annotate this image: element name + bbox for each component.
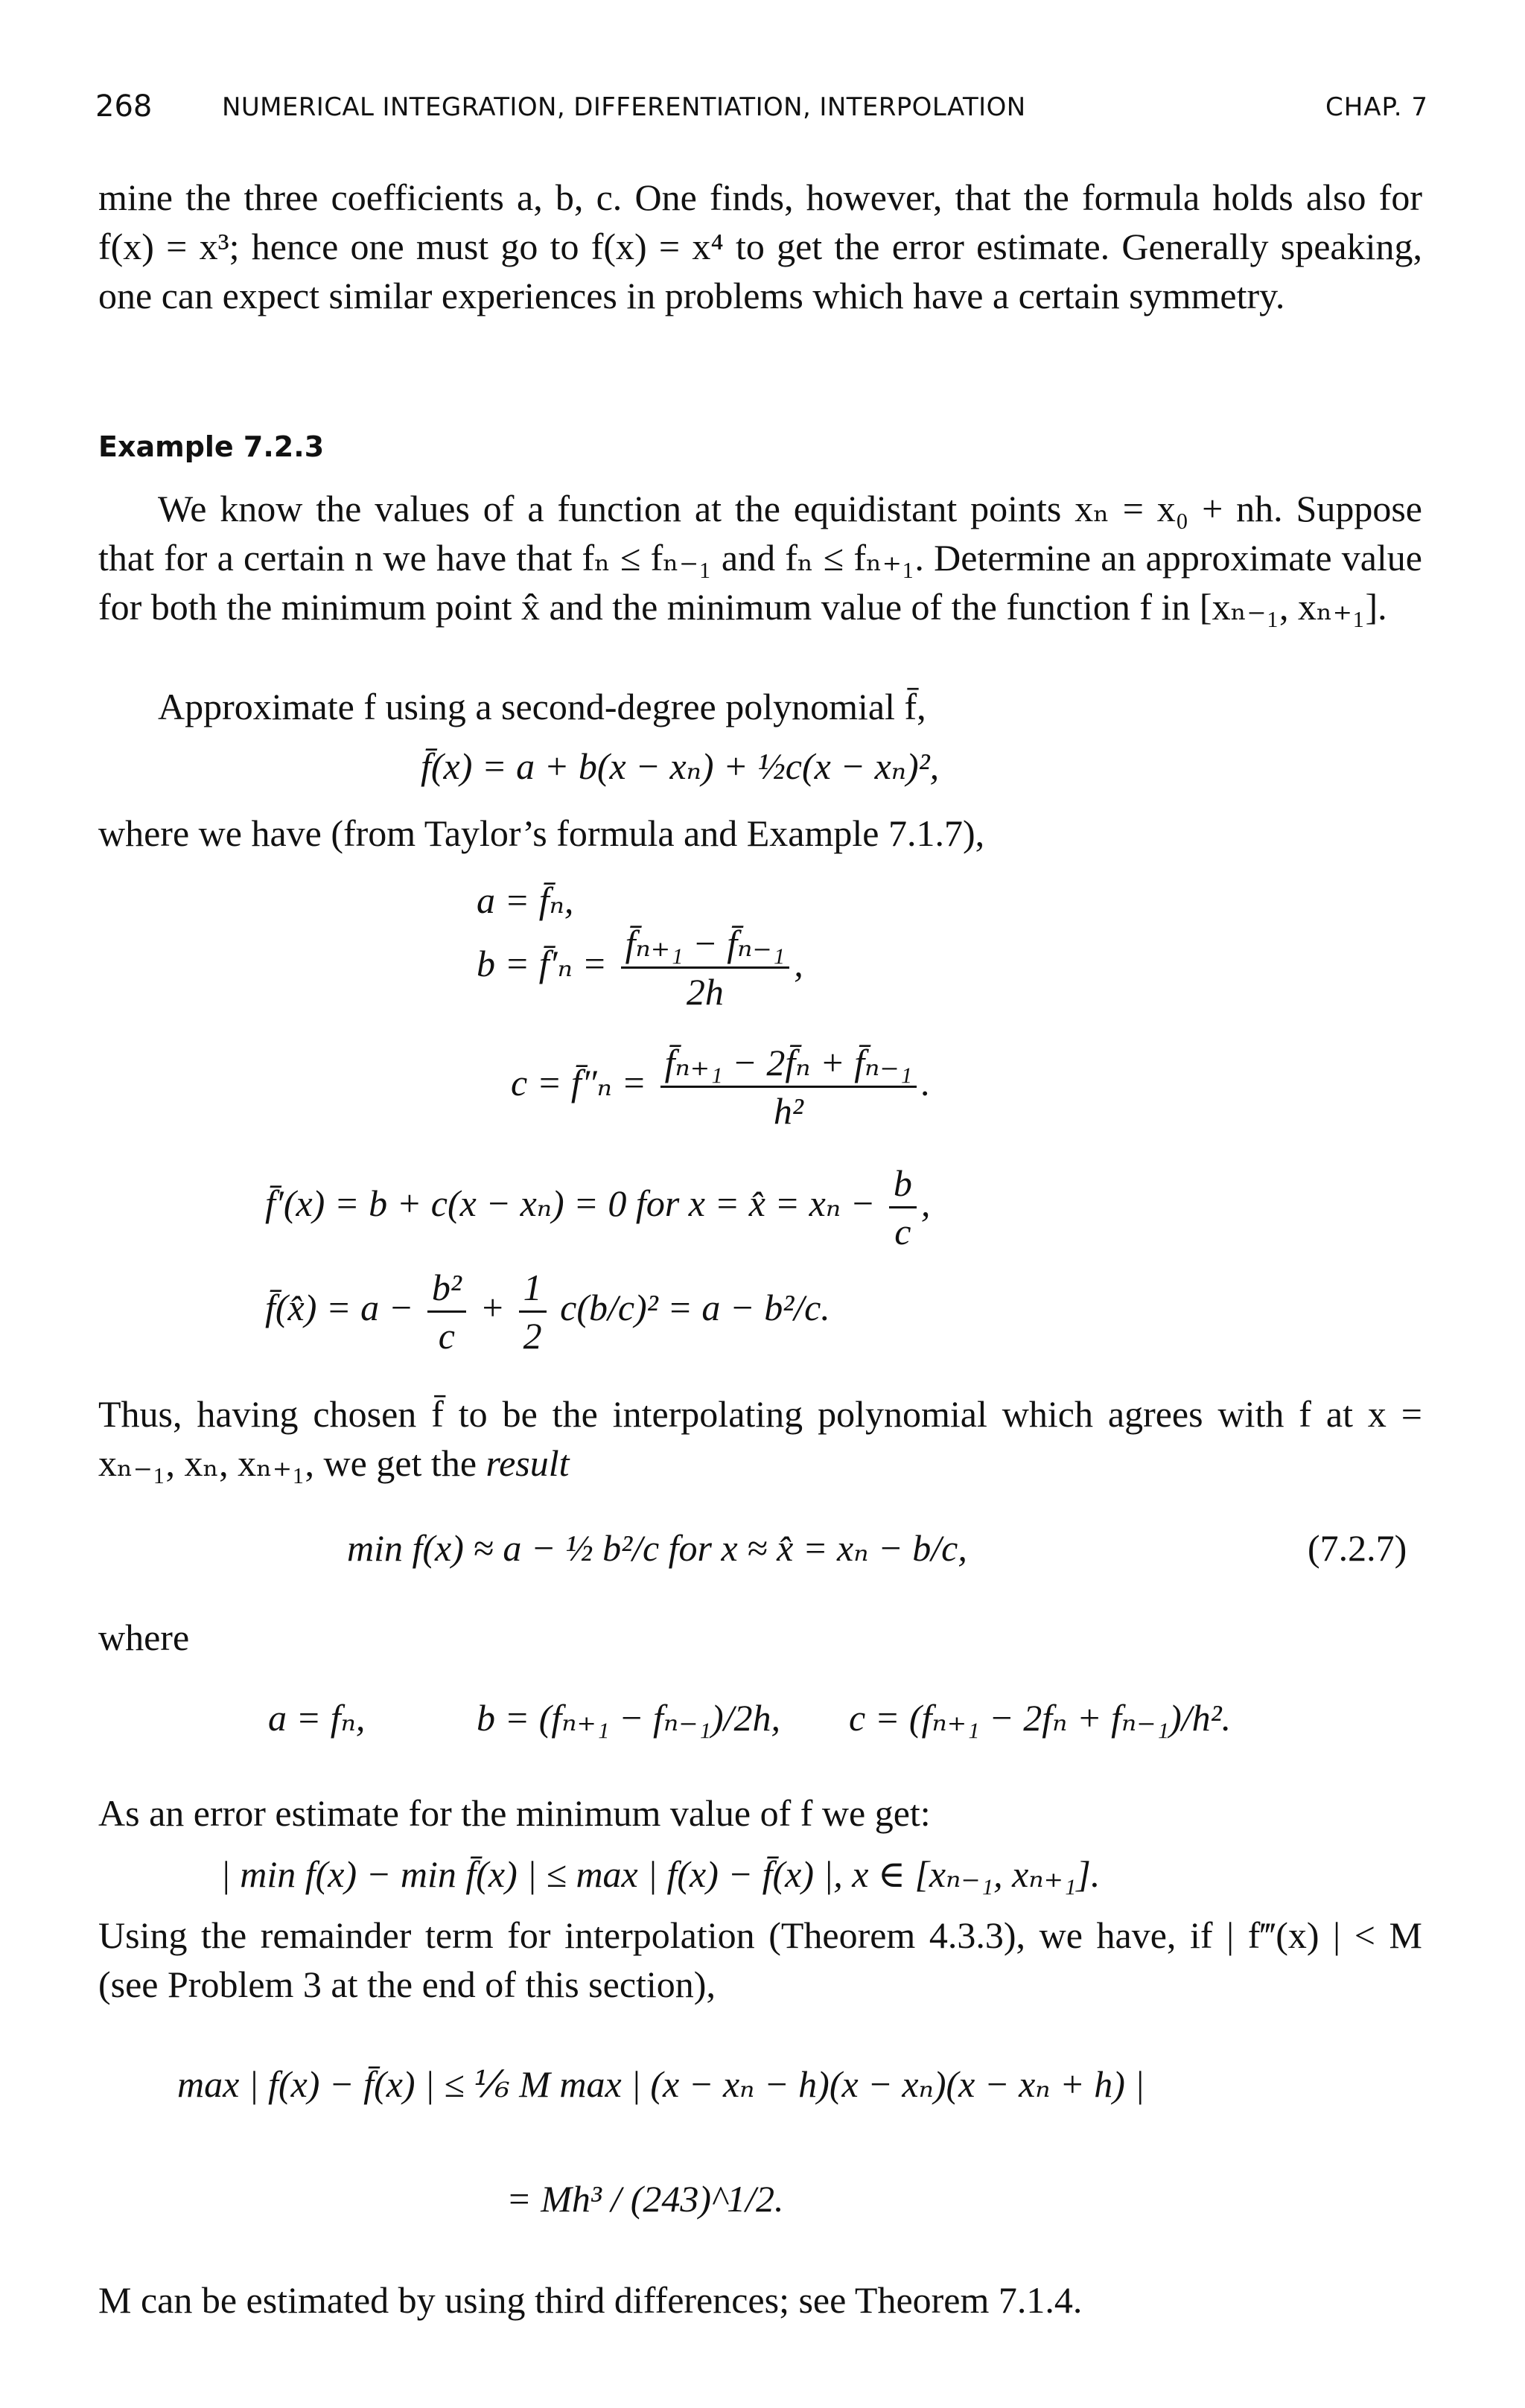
eq-b-denominator: 2h: [686, 971, 724, 1013]
minimum-value-equation: [265, 1266, 830, 1357]
max-bound-equation: max | f(x) − f̄(x) | ≤ ⅙ M max | (x − xₙ − h)(x − xₙ)(x − xₙ + h) |: [177, 2063, 1145, 2105]
eq-min-half: [519, 1266, 547, 1357]
where-taylor-line: where we have (from Taylor’s formula and Example 7.1.7),: [98, 812, 985, 854]
page-number: 268: [95, 89, 153, 124]
coefficient-c-equation: c = f̄″ₙ = $\frac{\text{f̄ₙ₊₁ − 2f̄ₙ + f̄ₙ₋₁}}{\text{h²}}$ .: [511, 1042, 931, 1132]
running-head: [95, 82, 1428, 127]
where-line: where: [98, 1617, 190, 1658]
eq-deriv-fraction: [889, 1162, 917, 1253]
eq-min-denominator: c: [438, 1315, 455, 1357]
eq-b-fraction: [621, 922, 790, 1013]
closing-line: M can be estimated by using third differences; see Theorem 7.1.4.: [98, 2279, 1083, 2321]
intro-paragraph: mine the three coefficients a, b, c. One finds, however, that the formula holds also for f(x) = x³; hence one must go to f(x) = x⁴ to get the error estimate. Generally speaking, one can expect similar experiences in problems which have a certain symmetry.: [98, 176, 1422, 316]
eq-c-numerator: f̄ₙ₊₁ − 2f̄ₙ + f̄ₙ₋₁: [660, 1041, 917, 1088]
eq-b-numerator: f̄ₙ₊₁ − f̄ₙ₋₁: [621, 922, 790, 969]
polynomial-equation: f̄(x) = a + b(x − xₙ) + ½c(x − xₙ)²,: [421, 745, 940, 787]
thus-paragraph: [98, 1389, 1422, 1488]
problem-paragraph: We know the values of a function at the equidistant points xₙ = x₀ + nh. Suppose that for a certain n we have that fₙ ≤ fₙ₋₁ and fₙ ≤ fₙ₊₁. Determine an approximate value for both the minimum point x̂ and the minimum value of the function f in [xₙ₋₁, xₙ₊₁].: [98, 488, 1422, 628]
bound-result-equation: = Mh³ / (243)^1/2.: [506, 2178, 784, 2220]
chapter-title: NUMERICAL INTEGRATION, DIFFERENTIATION, INTERPOLATION: [222, 92, 1026, 122]
remainder-paragraph: Using the remainder term for interpolation (Theorem 4.3.3), we have, if | f‴(x) | < M (see Problem 3 at the end of this section),: [98, 1914, 1422, 2005]
thus-text: Thus, having chosen f̄ to be the interpolating polynomial which agrees with f at x = xₙ₋₁, xₙ, xₙ₊₁, we get the: [98, 1393, 1422, 1484]
eq-deriv-denominator: c: [894, 1211, 911, 1252]
derivative-equation: f̄′(x) = b + c(x − xₙ) = 0 for x = x̂ = xₙ − $\frac{b}{c}$ ,: [265, 1162, 931, 1252]
eq-min-middle: c(b/c)² = a −: [560, 1286, 755, 1328]
eq-min-plus: +: [480, 1286, 506, 1328]
coefficient-a-def: a = fₙ,: [268, 1697, 366, 1739]
eq-min-end: b²/c.: [764, 1286, 830, 1328]
eq-deriv-text: f̄′(x) = b + c(x − xₙ) = 0 for x = x̂ = xₙ −: [265, 1182, 876, 1224]
coefficient-b-equation: b = f̄′ₙ = $\frac{\text{f̄ₙ₊₁ − f̄ₙ₋₁}}{2h}$ ,: [477, 923, 803, 1013]
eq-min-numerator: b²: [427, 1266, 466, 1313]
eq-min-fraction: [427, 1266, 466, 1357]
coefficient-a-equation: a = f̄ₙ,: [477, 879, 574, 921]
error-intro-line: As an error estimate for the minimum value of f we get:: [98, 1792, 931, 1834]
eq-min-lhs: f̄(x̂) = a −: [265, 1286, 414, 1328]
eq-min-half-denominator: 2: [523, 1315, 542, 1357]
example-heading: Example 7.2.3: [98, 430, 325, 463]
eq-c-lhs: c = f̄″ₙ =: [511, 1061, 647, 1103]
eq-min-half-numerator: 1: [519, 1266, 547, 1313]
chapter-label: CHAP. 7: [1325, 92, 1428, 122]
result-word: result: [485, 1442, 570, 1484]
eq-b-lhs: b = f̄′ₙ =: [477, 942, 608, 984]
eq-c-fraction: [660, 1041, 917, 1133]
equation-number: (7.2.7): [1308, 1527, 1407, 1569]
error-inequality: | min f(x) − min f̄(x) | ≤ max | f(x) − f̄(x) |, x ∈ [xₙ₋₁, xₙ₊₁].: [220, 1853, 1101, 1895]
result-equation: min f(x) ≈ a − ½ b²/c for x ≈ x̂ = xₙ − b/c,: [347, 1527, 967, 1569]
eq-c-denominator: h²: [773, 1090, 803, 1132]
coefficient-b-def: b = (fₙ₊₁ − fₙ₋₁)/2h,: [477, 1697, 781, 1739]
approx-line: Approximate f using a second-degree polynomial f̄,: [158, 686, 926, 727]
coefficient-c-def: c = (fₙ₊₁ − 2fₙ + fₙ₋₁)/h².: [849, 1697, 1232, 1739]
eq-deriv-numerator: b: [889, 1162, 917, 1208]
